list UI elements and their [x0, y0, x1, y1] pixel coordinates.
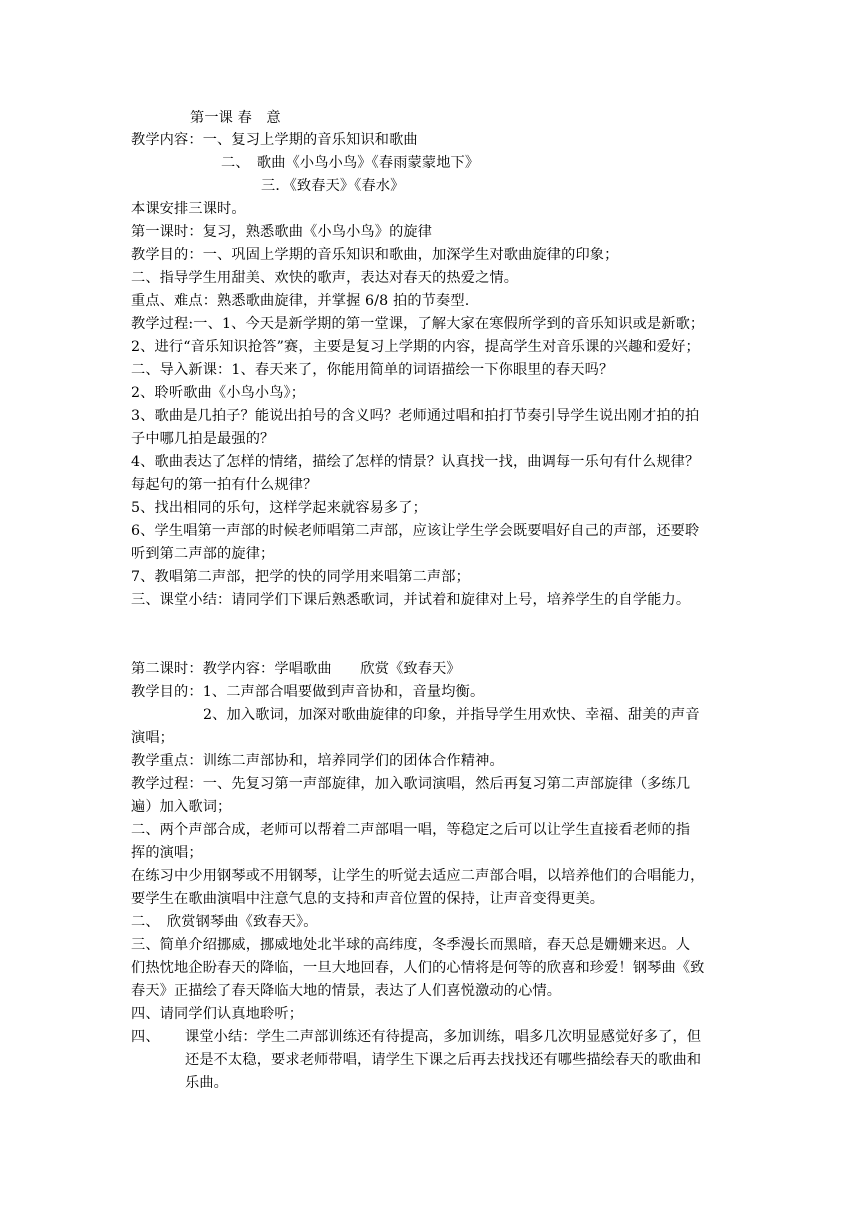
text-line: 二、两个声部合成，老师可以帮着二声部唱一唱，等稳定之后可以让学生直接看老师的指 — [131, 822, 691, 838]
text-line: 要学生在歌曲演唱中注意气息的支持和声音位置的保持，让声音变得更美。 — [131, 891, 605, 907]
text-line: 2、加入歌词，加深对歌曲旋律的印象，并指导学生用欢快、幸福、甜美的声音 — [203, 707, 700, 723]
text-line: 演唱； — [131, 730, 175, 746]
text-line: 2、聆听歌曲《小鸟小鸟》； — [131, 385, 306, 401]
text-line: 2、进行“音乐知识抢答”赛，主要是复习上学期的内容，提高学生对音乐课的兴趣和爱好； — [131, 339, 700, 355]
list-marker: 四、 — [131, 1029, 160, 1045]
text-line: 6、学生唱第一声部的时候老师唱第二声部，应该让学生学会既要唱好自己的声部，还要聆 — [131, 523, 700, 539]
text-line: 教学过程：一、先复习第一声部旋律，加入歌词演唱，然后再复习第二声部旋律（多练几 — [131, 776, 691, 792]
text-line: 教学过程:一、1、今天是新学期的第一堂课，了解大家在寒假所学到的音乐知识或是新歌； — [131, 316, 705, 332]
text-line: 课堂小结：学生二声部训练还有待提高，多加训练，唱多几次明显感觉好多了，但 — [185, 1029, 702, 1045]
text-line: 5、找出相同的乐句，这样学起来就容易多了； — [131, 500, 427, 516]
text-line: 遍）加入歌词； — [131, 799, 232, 815]
text-line: 们热忱地企盼春天的降临，一旦大地回春，人们的心情将是何等的欣喜和珍爱！钢琴曲《致 — [131, 960, 705, 976]
text-line: 教学重点：训练二声部协和，培养同学们的团体合作精神。 — [131, 753, 504, 769]
text-line: 三、简单介绍挪威，挪威地处北半球的高纬度，冬季漫长而黑暗，春天总是姗姗来迟。人 — [131, 937, 691, 953]
text-line: 在练习中少用钢琴或不用钢琴，让学生的听觉去适应二声部合唱，以培养他们的合唱能力， — [131, 868, 705, 884]
text-line: 子中哪几拍是最强的？ — [131, 431, 275, 447]
lesson-title: 第一课 春 意 — [190, 110, 281, 126]
text-line: 每起句的第一拍有什么规律？ — [131, 477, 318, 493]
text-line: 二、 欣赏钢琴曲《致春天》。 — [131, 914, 318, 930]
text-line: 三、课堂小结：请同学们下课后熟悉歌词，并试着和旋律对上号，培养学生的自学能力。 — [131, 592, 691, 608]
lesson-period-heading: 第二课时：教学内容：学唱歌曲 欣赏《致春天》 — [131, 661, 461, 677]
text-line: 教学目的：1、二声部合唱要做到声音协和，音量均衡。 — [131, 684, 485, 700]
text-line: 二、指导学生用甜美、欢快的歌声，表达对春天的热爱之情。 — [131, 270, 519, 286]
text-line: 教学内容：一、复习上学期的音乐知识和歌曲 — [131, 132, 418, 148]
text-line: 四、请同学们认真地聆听； — [131, 1006, 304, 1022]
text-line: 4、歌曲表达了怎样的情绪，描绘了怎样的情景？认真找一找，曲调每一乐句有什么规律？ — [131, 454, 700, 470]
text-line: 3、歌曲是几拍子？能说出拍号的含义吗？老师通过唱和拍打节奏引导学生说出刚才拍的拍 — [131, 408, 700, 424]
text-line: 乐曲。 — [185, 1075, 229, 1091]
text-line: 听到第二声部的旋律； — [131, 546, 275, 562]
text-line: 第一课时：复习，熟悉歌曲《小鸟小鸟》的旋律 — [131, 224, 433, 240]
text-line: 重点、难点：熟悉歌曲旋律，并掌握 6/8 拍的节奏型. — [131, 293, 470, 309]
text-line: 本课安排三课时。 — [131, 201, 246, 217]
text-line: 二、 歌曲《小鸟小鸟》《春雨蒙蒙地下》 — [221, 155, 480, 171]
text-line: 二、导入新课：1、春天来了，你能用简单的词语描绘一下你眼里的春天吗？ — [131, 362, 614, 378]
text-line: 还是不太稳，要求老师带唱，请学生下课之后再去找找还有哪些描绘春天的歌曲和 — [185, 1052, 702, 1068]
text-line: 三．《致春天》《春水》 — [261, 178, 405, 194]
text-line: 教学目的：一、巩固上学期的音乐知识和歌曲，加深学生对歌曲旋律的印象； — [131, 247, 619, 263]
text-line: 春天》正描绘了春天降临大地的情景，表达了人们喜悦激动的心情。 — [131, 983, 562, 999]
text-line: 7、教唱第二声部，把学的快的同学用来唱第二声部； — [131, 569, 470, 585]
text-line: 挥的演唱； — [131, 845, 203, 861]
